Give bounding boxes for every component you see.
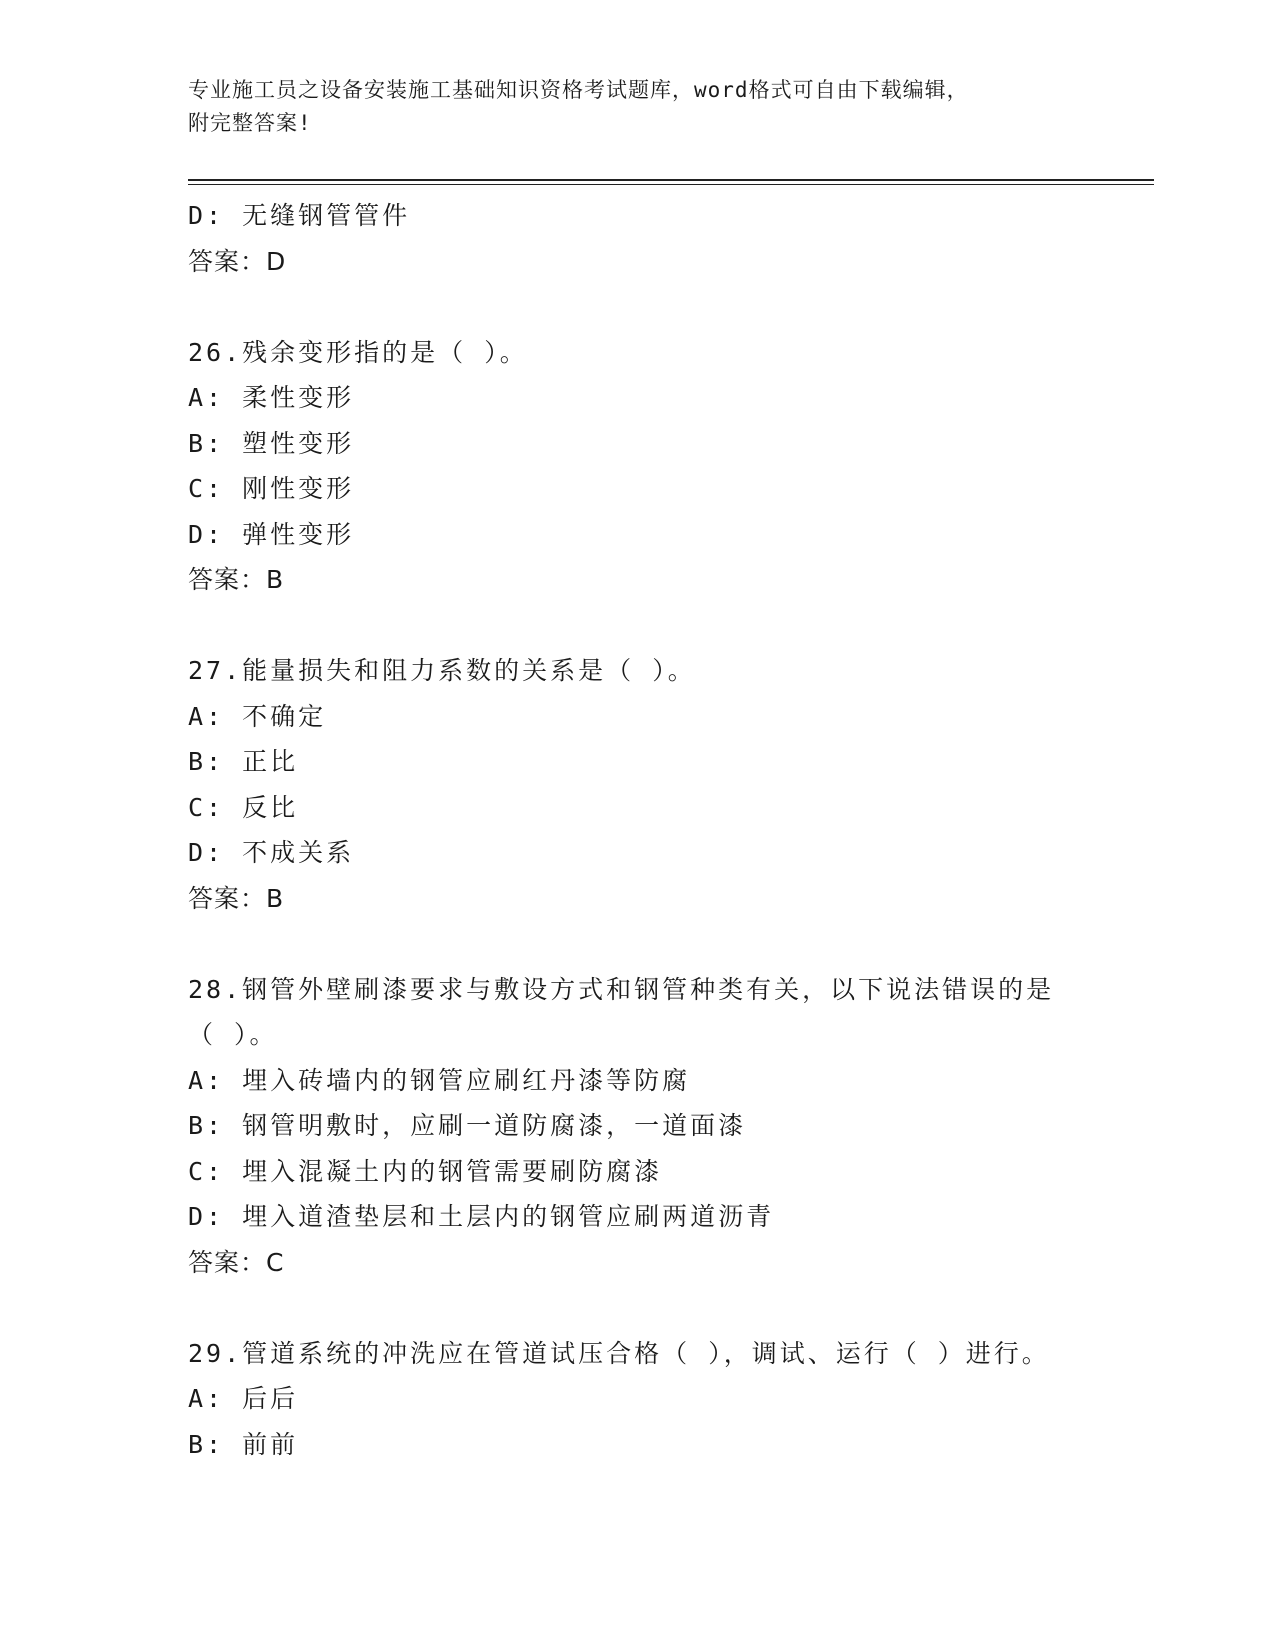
option-b: B: 前前 bbox=[188, 1429, 299, 1459]
question-block-25 bbox=[188, 193, 1088, 284]
question-block-27 bbox=[188, 648, 1088, 921]
option-b: B: 塑性变形 bbox=[188, 428, 355, 458]
question-block-26 bbox=[188, 330, 1088, 603]
question-stem: 26.残余变形指的是（ ）。 bbox=[188, 337, 528, 367]
answer-line: 答案：C bbox=[188, 1247, 285, 1277]
option-c: C: 埋入混凝土内的钢管需要刷防腐漆 bbox=[188, 1156, 663, 1186]
option-d: D: 弹性变形 bbox=[188, 519, 355, 549]
option-b: B: 正比 bbox=[188, 747, 299, 776]
option-a: A: 柔性变形 bbox=[188, 383, 355, 412]
option-d: D: 埋入道渣垫层和土层内的钢管应刷两道沥青 bbox=[188, 1202, 775, 1231]
option-d: D: 无缝钢管管件 bbox=[188, 201, 411, 230]
question-block-29 bbox=[188, 1331, 1088, 1468]
header-line-1: 专业施工员之设备安装施工基础知识资格考试题库，word格式可自由下载编辑， bbox=[188, 78, 969, 102]
question-stem: 27.能量损失和阻力系数的关系是（ ）。 bbox=[188, 656, 696, 685]
spacer bbox=[188, 284, 1088, 330]
question-stem: 28.钢管外壁刷漆要求与敷设方式和钢管种类有关，以下说法错误的是 bbox=[188, 974, 1055, 1004]
spacer bbox=[188, 603, 1088, 649]
question-list bbox=[188, 193, 1088, 1467]
option-a: A: 后后 bbox=[188, 1384, 299, 1413]
document-header bbox=[188, 74, 1088, 140]
answer-line: 答案：D bbox=[188, 246, 287, 276]
spacer bbox=[188, 1285, 1088, 1331]
question-block-28 bbox=[188, 967, 1088, 1286]
answer-line: 答案：B bbox=[188, 883, 285, 913]
option-b: B: 钢管明敷时，应刷一道防腐漆，一道面漆 bbox=[188, 1111, 747, 1140]
answer-line: 答案：B bbox=[188, 565, 285, 594]
header-divider-thick bbox=[188, 179, 1154, 181]
spacer bbox=[188, 921, 1088, 967]
option-d: D: 不成关系 bbox=[188, 838, 355, 867]
option-c: C: 刚性变形 bbox=[188, 474, 355, 503]
header-divider-thin bbox=[188, 184, 1154, 185]
option-c: C: 反比 bbox=[188, 792, 299, 822]
header-line-2: 附完整答案! bbox=[188, 111, 312, 135]
question-stem-continued: （ ）。 bbox=[188, 1020, 278, 1049]
question-stem: 29.管道系统的冲洗应在管道试压合格（ ），调试、运行（ ）进行。 bbox=[188, 1338, 1050, 1368]
option-a: A: 不确定 bbox=[188, 701, 327, 731]
option-a: A: 埋入砖墙内的钢管应刷红丹漆等防腐 bbox=[188, 1065, 691, 1095]
